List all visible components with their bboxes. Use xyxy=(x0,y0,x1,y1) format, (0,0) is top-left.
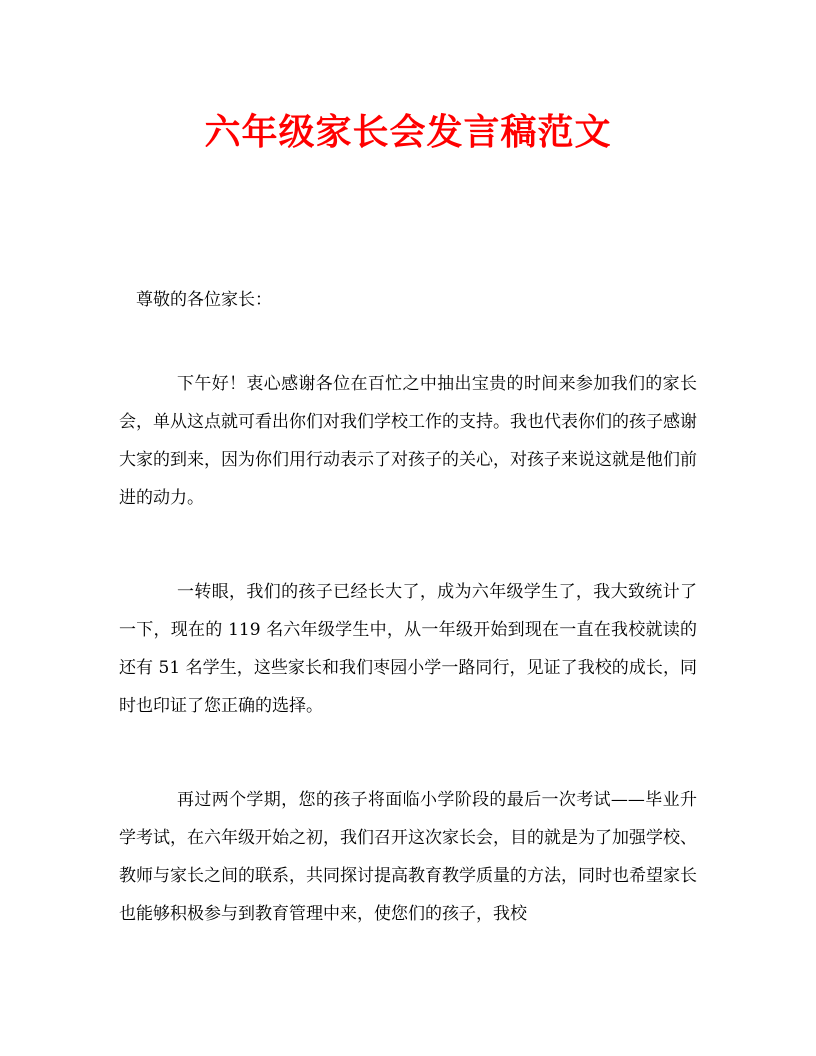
paragraph-greeting: 下午好！衷心感谢各位在百忙之中抽出宝贵的时间来参加我们的家长会，单从这点就可看出你们对我们学校工作的支持。我也代表你们的孩子感谢大家的到来，因为你们用行动表示了对孩子的关心，对孩子来说这就是他们前进的动力。 xyxy=(119,374,697,508)
salutation: 尊敬的各位家长： xyxy=(136,290,272,310)
paragraph-students: 一转眼，我们的孩子已经长大了，成为六年级学生了，我大致统计了一下，现在的 119 名六年级学生中，从一年级开始到现在一直在我校就读的还有 51 名学生，这些家长和我们枣园小学一路同行，见证了我校的成长，同时也印证了您正确的选择。 xyxy=(119,582,697,716)
document-title: 六年级家长会发言稿范文 xyxy=(204,111,612,153)
paragraph-purpose: 再过两个学期，您的孩子将面临小学阶段的最后一次考试——毕业升学考试，在六年级开始之初，我们召开这次家长会，目的就是为了加强学校、教师与家长之间的联系，共同探讨提高教育教学质量的方法，同时也希望家长也能够积极参与到教育管理中来，使您们的孩子，我校 xyxy=(119,790,697,924)
